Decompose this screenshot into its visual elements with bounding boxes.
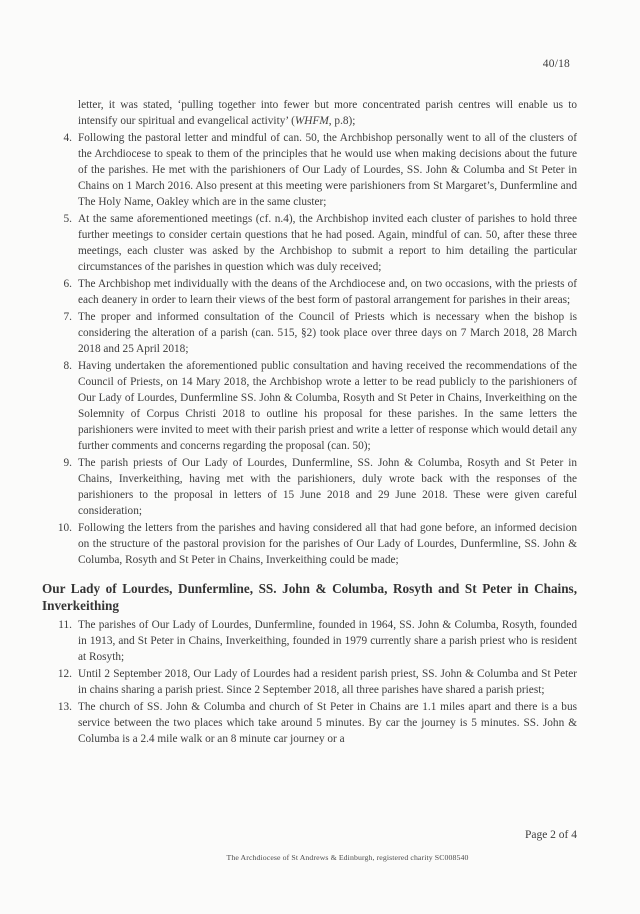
intro-text-before: letter, it was stated, ‘pulling together into fewer but more concentrated parish centres will enable us to intensify our spiritual and evangelical activity’ ( <box>78 99 577 127</box>
charity-footer: The Archdiocese of St Andrews & Edinburgh, registered charity SC008540 <box>226 853 469 862</box>
list-item <box>42 309 577 357</box>
item-number: 7. <box>63 311 72 323</box>
list-item <box>42 520 577 568</box>
intro-continuation-paragraph <box>78 97 577 129</box>
list-item <box>42 211 577 275</box>
document-body <box>42 97 577 748</box>
item-text: The proper and informed consultation of the Council of Priests which is necessary when the bishop is considering the alteration of a parish (can. 515, §2) took place over three days on 7 March 2018, 28 March 2018 and 25 April 2018; <box>78 311 577 355</box>
item-number: 9. <box>63 457 72 469</box>
item-number: 13. <box>57 701 72 713</box>
item-text: Following the letters from the parishes and having considered all that had gone before, an informed decision on the structure of the pastoral provision for the parishes of Our Lady of Lourdes, Dunfermline, SS. John & Columba, Rosyth and St Peter in Chains, Inverkeithing could be made; <box>78 522 577 566</box>
item-number: 12. <box>57 668 72 680</box>
list-item <box>42 617 577 665</box>
list-item <box>42 358 577 454</box>
page-number-label: Page 2 of 4 <box>524 829 577 841</box>
item-text: The parish priests of Our Lady of Lourdes, Dunfermline, SS. John & Columba, Rosyth and St Peter in Chains, Inverkeithing, having met with the parishioners, duly wrote back with the responses of the parishioners to the proposal in letters of 15 June 2018 and 29 June 2018. These were given careful consideration; <box>78 457 577 517</box>
reference-number: 40/18 <box>542 58 570 70</box>
intro-text-after: , p.8); <box>328 115 356 127</box>
item-text: At the same aforementioned meetings (cf. n.4), the Archbishop invited each cluster of parishes to hold three further meetings to consider certain questions that he had posed. Again, mindful of can. 50, after these three meetings, each cluster was asked by the Archbishop to submit a report to him detailing the particular circumstances of the parishes in question which was duly received; <box>78 213 577 273</box>
item-text: The parishes of Our Lady of Lourdes, Dunfermline, founded in 1964, SS. John & Columba, Rosyth, founded in 1913, and St Peter in Chains, Inverkeithing, founded in 1979 currently share a parish priest who is resident at Rosyth; <box>78 619 577 663</box>
list-item <box>42 666 577 698</box>
item-text: Until 2 September 2018, Our Lady of Lourdes had a resident parish priest, SS. John & Columba and St Peter in chains sharing a parish priest. Since 2 September 2018, all three parishes have shared a parish priest; <box>78 668 577 696</box>
item-number: 10. <box>57 522 72 534</box>
item-text: The church of SS. John & Columba and church of St Peter in Chains are 1.1 miles apart and there is a bus service between the two places which take around 5 minutes. By car the journey is 5 minutes. SS. John & Columba is a 2.4 mile walk or an 8 minute car journey or a <box>78 701 577 745</box>
item-number: 11. <box>58 619 72 631</box>
list-item <box>42 455 577 519</box>
item-text: The Archbishop met individually with the deans of the Archdiocese and, on two occasions, with the priests of each deanery in order to learn their views of the best form of pastoral arrangement for parishes in their areas; <box>78 278 577 306</box>
item-number: 4. <box>63 132 72 144</box>
item-text: Having undertaken the aforementioned public consultation and having received the recommendations of the Council of Priests, on 14 Mary 2018, the Archbishop wrote a letter to be read publicly to the parishioners of Our Lady of Lourdes, Dunfermline SS. John & Columba, Rosyth and St Peter in Chains, Inverkeithing on the Solemnity of Corpus Christi 2018 to outline his proposal for these parishes. In the same letters the parishioners were invited to meet with their parish priest and write a letter of response which would detail any further comments and concerns regarding the proposal (can. 50); <box>78 360 577 452</box>
item-text: Following the pastoral letter and mindful of can. 50, the Archbishop personally went to all of the clusters of the Archdiocese to speak to them of the principles that he would use when making decisions about the future of the parishes. He met with the parishioners of Our Lady of Lourdes, SS. John & Columba and St Peter in Chains on 1 March 2016. Also present at this meeting were parishioners from St Margaret’s, Dunfermline and The Holy Name, Oakley which are in the same cluster; <box>78 132 577 208</box>
intro-italic-term: WHFM <box>294 115 329 127</box>
section-heading: Our Lady of Lourdes, Dunfermline, SS. John & Columba, Rosyth and St Peter in Chains, Inverkeithing <box>42 581 577 613</box>
item-number: 6. <box>63 278 72 290</box>
item-number: 5. <box>63 213 72 225</box>
list-item <box>42 276 577 308</box>
item-number: 8. <box>63 360 72 372</box>
list-item <box>42 130 577 210</box>
list-item <box>42 699 577 747</box>
